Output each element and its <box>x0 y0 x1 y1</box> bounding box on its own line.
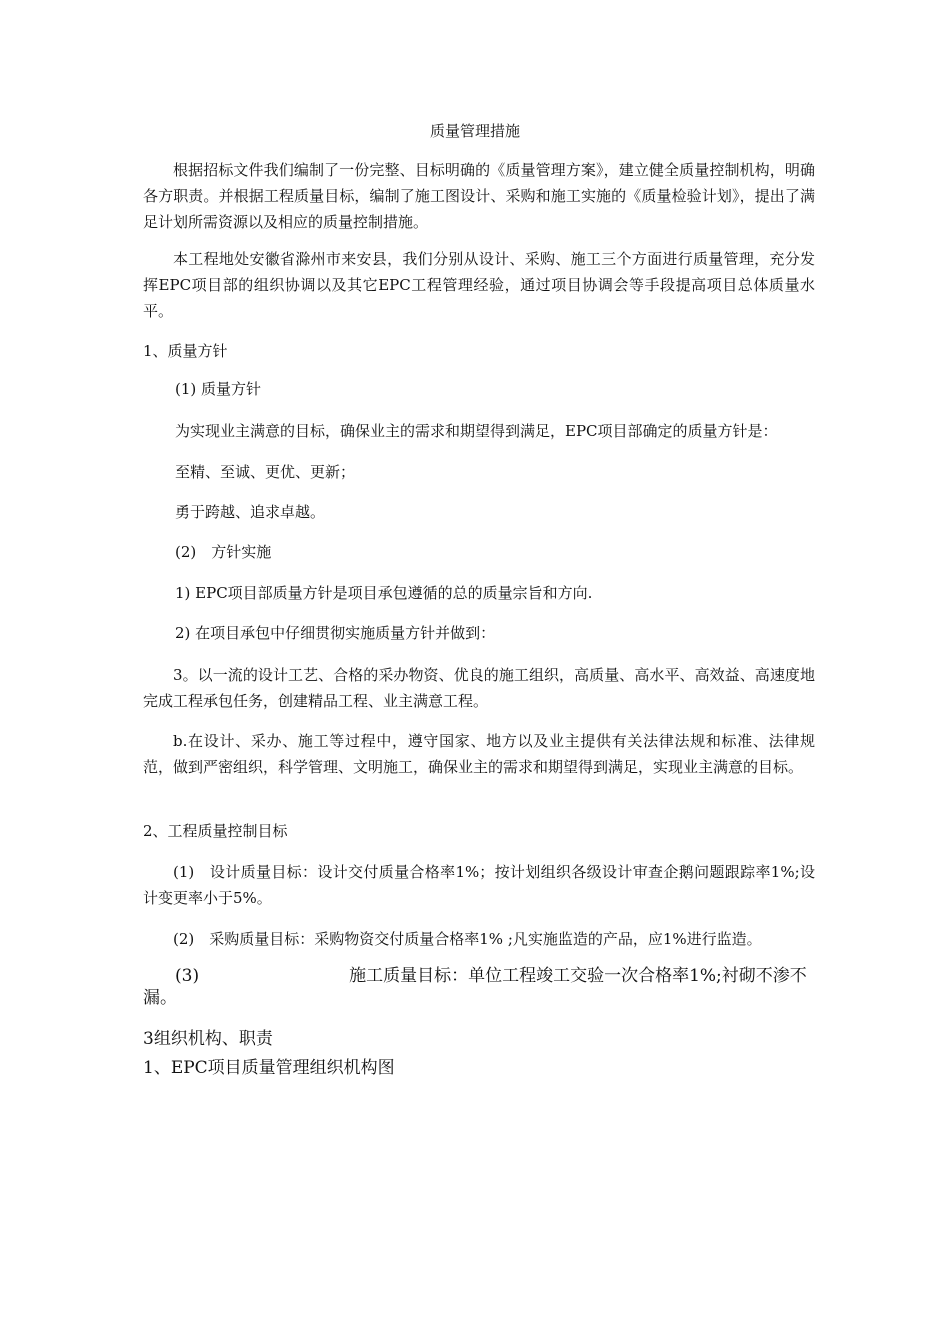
construction-goal-label: (3) <box>175 966 200 986</box>
implementation-item-b: b.在设计、采办、施工等过程中，遵守国家、地方以及业主提供有关法律法规和标准、法律规范，做到严密组织，科学管理、文明施工，确保业主的需求和期望得到满足，实现业主满意的目标。 <box>143 732 815 776</box>
quality-policy-intro: 为实现业主满意的目标，确保业主的需求和期望得到满足，EPC项目部确定的质量方针是： <box>175 422 778 440</box>
section-2-heading: 2、工程质量控制目标 <box>143 822 288 840</box>
implementation-item-1: 1) EPC项目部质量方针是项目承包遵循的总的质量宗旨和方向. <box>175 584 593 602</box>
org-chart-heading: 1、EPC项目质量管理组织机构图 <box>143 1058 395 1078</box>
section-1-heading: 1、质量方针 <box>143 342 228 360</box>
design-quality-goal: (1) 设计质量目标：设计交付质量合格率1%；按计划组织各级设计审查企鹅问题跟踪率1%;设计变更率小于5%。 <box>143 863 815 907</box>
document-title: 质量管理措施 <box>429 122 520 140</box>
construction-goal-text: 施工质量目标：单位工程竣工交验一次合格率1%;衬砌不渗不漏。 <box>143 966 807 1008</box>
quality-policy-line-1: 至精、至诚、更优、更新； <box>175 463 356 481</box>
intro-paragraph-1: 根据招标文件我们编制了一份完整、目标明确的《质量管理方案》，建立健全质量控制机构，明确各方职责。并根据工程质量目标，编制了施工图设计、采购和施工实施的《质量检验计划》，提出了满足计划所需资源以及相应的质量控制措施。 <box>143 161 815 231</box>
implementation-item-a: 3。以一流的设计工艺、合格的采办物资、优良的施工组织，高质量、高水平、高效益、高速度地完成工程承包任务，创建精品工程、业主满意工程。 <box>143 666 815 710</box>
implementation-item-2: 2) 在项目承包中仔细贯彻实施质量方针并做到： <box>175 624 496 642</box>
quality-policy-line-2: 勇于跨越、追求卓越。 <box>175 503 326 521</box>
section-3-heading: 3组织机构、职责 <box>143 1029 273 1049</box>
construction-quality-goal <box>143 965 815 1009</box>
quality-policy-label: (1) 质量方针 <box>175 380 262 398</box>
policy-implementation-label: (2) 方针实施 <box>175 543 272 561</box>
intro-paragraph-2: 本工程地处安徽省滁州市来安县，我们分别从设计、采购、施工三个方面进行质量管理，充分发挥EPC项目部的组织协调以及其它EPC工程管理经验，通过项目协调会等手段提高项目总体质量水平。 <box>143 250 815 320</box>
procurement-quality-goal: (2) 采购质量目标：采购物资交付质量合格率1% ;凡实施监造的产品，应1%进行监造。 <box>173 930 762 948</box>
